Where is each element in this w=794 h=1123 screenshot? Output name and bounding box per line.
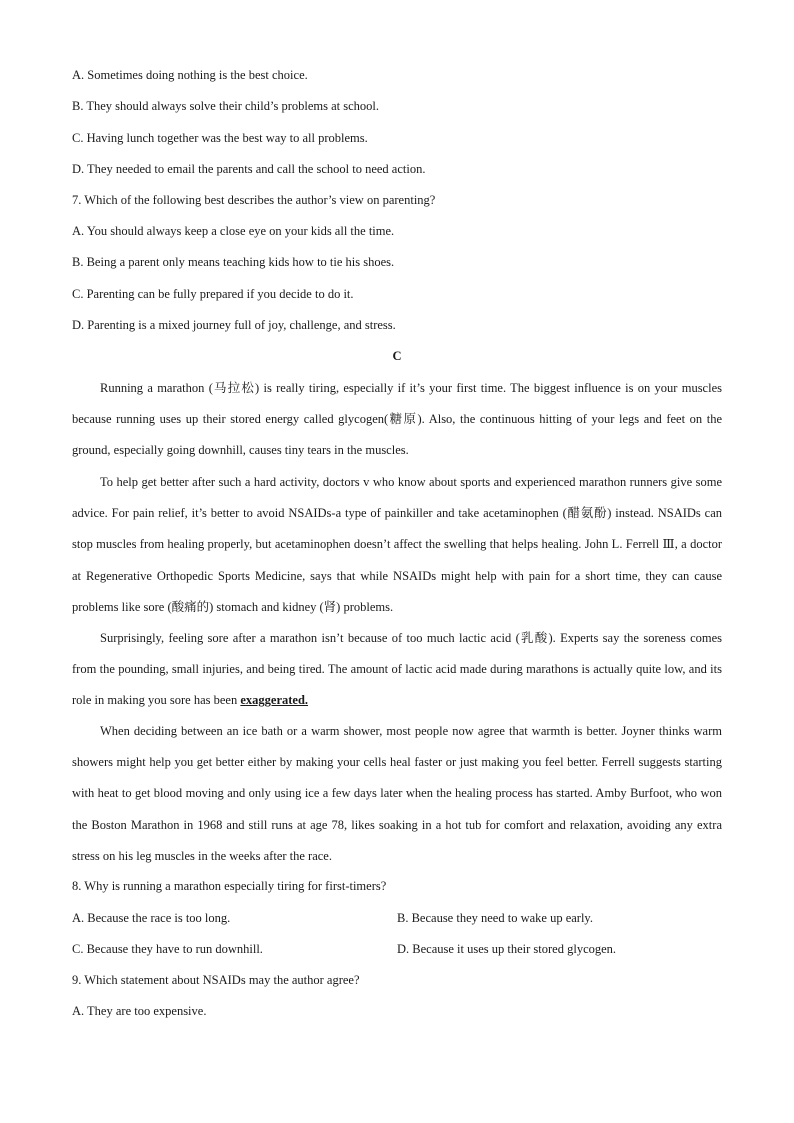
q6-option-d: D. They needed to email the parents and call the school to need action. xyxy=(72,162,426,176)
q8-option-c: C. Because they have to run downhill. xyxy=(72,942,263,956)
q7-option-b: B. Being a parent only means teaching kids how to tie his shoes. xyxy=(72,255,395,269)
q6-option-b: B. They should always solve their child’s problems at school. xyxy=(72,99,380,113)
q9-stem: 9. Which statement about NSAIDs may the author agree? xyxy=(72,973,360,987)
q7-option-a: A. You should always keep a close eye on your kids all the time. xyxy=(72,224,395,238)
q6-option-c: C. Having lunch together was the best way to all problems. xyxy=(72,131,368,145)
paragraph-3-text: Surprisingly, feeling sore after a marathon isn’t because of too much lactic acid (乳酸). Experts say the soreness comes from the pounding, small injuries, and being tired. The amount of lactic acid made during marathons is actually quite low, and its role in making you sore has been xyxy=(72,631,722,708)
q8-option-d: D. Because it uses up their stored glycogen. xyxy=(397,942,617,956)
passage-paragraph-3 xyxy=(72,623,722,717)
passage-paragraph-4: When deciding between an ice bath or a warm shower, most people now agree that warmth is better. Joyner thinks warm showers might help you get better either by making your cells heal faster or just making you feel better. Ferrell suggests starting with heat to get blood moving and only using ice a few days later when the healing process has started. Amby Burfoot, who won the Boston Marathon in 1968 and still runs at age 78, likes soaking in a hot tub for comfort and relaxation, avoiding any extra stress on his leg muscles in the weeks after the race. xyxy=(72,724,722,863)
passage-paragraph-2: To help get better after such a hard activity, doctors v who know about sports and experienced marathon runners give some advice. For pain relief, it’s better to avoid NSAIDs-a type of painkiller and take acetaminophen (醋氨酚) instead. NSAIDs can stop muscles from healing properly, but acetaminophen doesn’t affect the swelling that helps healing. John L. Ferrell Ⅲ, a doctor at Regenerative Orthopedic Sports Medicine, says that while NSAIDs might help with pain for a short time, they can cause problems like sore (酸痛的) stomach and kidney (肾) problems. xyxy=(72,475,722,614)
q7-stem: 7. Which of the following best describes the author’s view on parenting? xyxy=(72,193,436,207)
exaggerated-keyword: exaggerated. xyxy=(240,693,309,708)
q8-option-b: B. Because they need to wake up early. xyxy=(397,911,593,925)
q8-option-a: A. Because the race is too long. xyxy=(72,911,231,925)
q6-option-a: A. Sometimes doing nothing is the best choice. xyxy=(72,68,308,82)
q7-option-c: C. Parenting can be fully prepared if you decide to do it. xyxy=(72,287,354,301)
q9-option-a: A. They are too expensive. xyxy=(72,1004,207,1018)
section-c-title: C xyxy=(392,349,402,363)
q7-option-d: D. Parenting is a mixed journey full of joy, challenge, and stress. xyxy=(72,318,396,332)
q8-stem: 8. Why is running a marathon especially tiring for first-timers? xyxy=(72,879,387,893)
passage-paragraph-1: Running a marathon (马拉松) is really tiring, especially if it’s your first time. The biggest influence is on your muscles because running uses up their stored energy called glycogen(糖原). Also, the continuous hitting of your legs and feet on the ground, especially going downhill, causes tiny tears in the muscles. xyxy=(72,381,722,458)
